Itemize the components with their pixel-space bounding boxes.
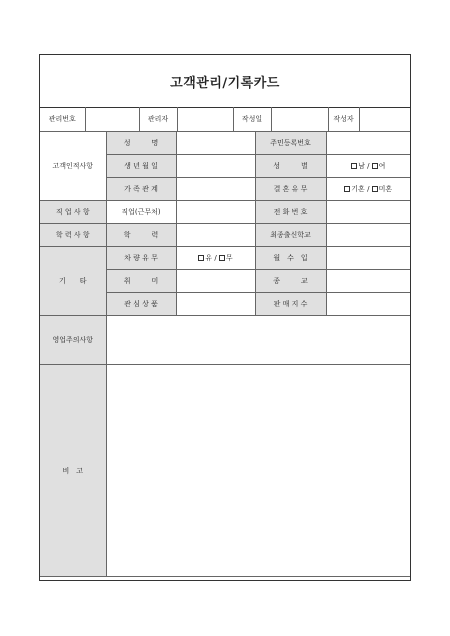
hobby-field[interactable] [176, 270, 255, 293]
author-field[interactable] [359, 107, 410, 131]
income-label: 월 수 입 [255, 247, 326, 270]
family-field[interactable] [176, 178, 255, 201]
married-sep: / [367, 185, 370, 193]
checkbox-male[interactable] [351, 163, 357, 169]
hobby-label: 취 미 [106, 270, 176, 293]
gender-sep: / [367, 162, 370, 170]
form-title: 고객관리/기록카드 [170, 75, 280, 91]
sales-notes-label: 영업주의사항 [40, 316, 106, 365]
gender-opt-male: 남 [358, 162, 365, 170]
checkbox-single[interactable] [372, 186, 378, 192]
rrn-field[interactable] [326, 132, 410, 155]
car-row [40, 247, 410, 270]
car-label: 차 량 유 무 [106, 247, 176, 270]
name-row [40, 132, 410, 155]
workplace-label: 직업(근무처) [106, 201, 176, 224]
sales-field[interactable] [326, 293, 410, 316]
education-group-label: 학 력 사 항 [40, 224, 106, 247]
remarks-row [40, 365, 410, 577]
sales-notes-row [40, 316, 410, 365]
date-field[interactable] [271, 107, 328, 131]
etc-group-label: 기 타 [40, 247, 106, 316]
workplace-field[interactable] [176, 201, 255, 224]
date-label: 작성일 [233, 107, 271, 131]
interest-label: 관 심 상 품 [106, 293, 176, 316]
edu-label: 학 력 [106, 224, 176, 247]
gender-options [326, 155, 410, 178]
gender-opt-female: 여 [378, 162, 386, 170]
rrn-label: 주민등록번호 [255, 132, 326, 155]
manager-field[interactable] [177, 107, 233, 131]
header-row [40, 107, 410, 132]
checkbox-female[interactable] [372, 163, 378, 169]
school-label: 최종출신학교 [255, 224, 326, 247]
checkbox-car-yes[interactable] [198, 255, 204, 261]
title-area [40, 55, 410, 108]
edu-field[interactable] [176, 224, 255, 247]
school-field[interactable] [326, 224, 410, 247]
car-opt-no: 무 [225, 254, 233, 262]
married-opt-single: 미혼 [378, 185, 393, 193]
car-opt-yes: 유 [205, 254, 213, 262]
name-label: 성 명 [106, 132, 176, 155]
name-field[interactable] [176, 132, 255, 155]
married-label: 결 혼 유 무 [255, 178, 326, 201]
checkbox-married[interactable] [344, 186, 350, 192]
birth-field[interactable] [176, 155, 255, 178]
car-options [176, 247, 255, 270]
phone-label: 전 화 번 호 [255, 201, 326, 224]
record-table [40, 107, 410, 577]
gender-label: 성 별 [255, 155, 326, 178]
married-opt-married: 기혼 [351, 185, 365, 193]
sales-label: 판 매 지 수 [255, 293, 326, 316]
married-options [326, 178, 410, 201]
author-label: 작성자 [328, 107, 359, 131]
sales-notes-field[interactable] [106, 316, 410, 365]
education-row [40, 224, 410, 247]
interest-field[interactable] [176, 293, 255, 316]
job-row [40, 201, 410, 224]
manager-label: 관리자 [139, 107, 177, 131]
income-field[interactable] [326, 247, 410, 270]
phone-field[interactable] [326, 201, 410, 224]
religion-label: 종 교 [255, 270, 326, 293]
family-label: 가 족 관 계 [106, 178, 176, 201]
religion-field[interactable] [326, 270, 410, 293]
checkbox-car-no[interactable] [219, 255, 225, 261]
job-group-label: 직 업 사 항 [40, 201, 106, 224]
remarks-label: 비 고 [40, 365, 106, 577]
personal-group-label: 고객인적사항 [40, 132, 106, 201]
mgmt-no-label: 관리번호 [40, 107, 85, 131]
birth-label: 생 년 월 일 [106, 155, 176, 178]
customer-record-form [39, 54, 411, 581]
mgmt-no-field[interactable] [85, 107, 139, 131]
car-sep: / [214, 254, 217, 262]
remarks-field[interactable] [106, 365, 410, 577]
